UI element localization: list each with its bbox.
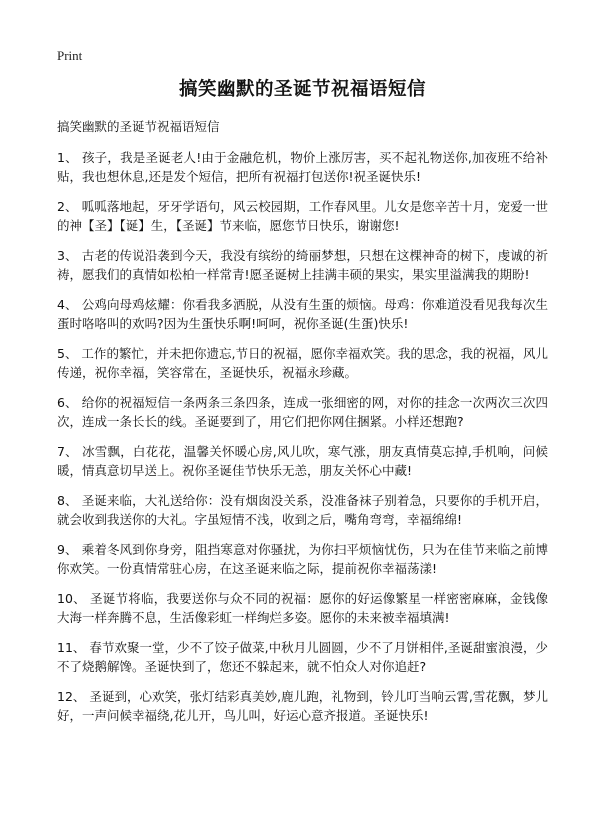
entry-paragraph: 10、 圣诞节将临，我要送你与众不同的祝福：愿你的好运像繁星一样密密麻麻，金钱像大海一样奔腾不息，生活像彩虹一样绚烂多姿。愿你的未来被幸福填满! [57, 591, 548, 625]
entry-paragraph: 12、 圣诞到，心欢笑，张灯结彩真美妙,鹿儿跑，礼物到，铃儿叮当响云霄,雪花飘，梦儿好，一声问候幸福绕,花儿开，鸟儿叫，好运心意齐报道。圣诞快乐! [57, 689, 548, 723]
page-title: 搞笑幽默的圣诞节祝福语短信 [178, 79, 426, 100]
document-subtitle: 搞笑幽默的圣诞节祝福语短信 [57, 119, 220, 134]
entry-paragraph: 4、 公鸡向母鸡炫耀：你看我多洒脱，从没有生蛋的烦恼。母鸡：你难道没看见我每次生蛋时咯咯叫的欢吗?因为生蛋快乐啊!呵呵，祝你圣诞(生蛋)快乐! [57, 297, 548, 331]
entry-paragraph: 7、 冰雪飘，白花花，温馨关怀暖心房,风儿吹，寒气涨，朋友真情莫忘掉,手机响，问候暖，情真意切早送上。祝你圣诞佳节快乐无恙，朋友关怀心中藏! [57, 444, 548, 478]
entry-paragraph: 8、 圣诞来临，大礼送给你：没有烟囱没关系，没准备袜子别着急，只要你的手机开启，就会收到我送你的大礼。字虽短情不浅，收到之后，嘴角弯弯，幸福绵绵! [57, 493, 548, 527]
entry-paragraph: 9、 乘着冬风到你身旁，阻挡寒意对你骚扰，为你扫平烦恼忧伤，只为在佳节来临之前博你欢笑。一份真情常驻心房，在这圣诞来临之际，提前祝你幸福荡漾! [57, 542, 548, 576]
entry-paragraph: 3、 古老的传说沿袭到今天，我没有缤纷的绮丽梦想，只想在这棵神奇的树下，虔诚的祈祷，愿我们的真情如松柏一样常青!愿圣诞树上挂满丰硕的果实，果实里溢满我的期盼! [57, 248, 548, 282]
entry-paragraph: 5、 工作的繁忙，并未把你遗忘,节日的祝福，愿你幸福欢笑。我的思念，我的祝福，风儿传递，祝你幸福，笑容常在，圣诞快乐，祝福永珍藏。 [57, 346, 548, 380]
entry-paragraph: 1、 孩子，我是圣诞老人!由于金融危机，物价上涨厉害，买不起礼物送你,加夜班不给补贴，我也想休息,还是发个短信，把所有祝福打包送你!祝圣诞快乐! [57, 150, 548, 184]
entry-paragraph: 11、 春节欢聚一堂，少不了饺子做菜,中秋月儿圆圆，少不了月饼相伴,圣诞甜蜜浪漫，少不了烧鹅解馋。圣诞快到了，您还不躲起来，就不怕众人对你追赶? [57, 640, 548, 674]
entry-list [57, 148, 548, 725]
entry-paragraph: 2、 呱呱落地起，牙牙学语句，风云校园期，工作春风里。儿女是您辛苦十月，宠爱一世的神【圣】【诞】生，【圣诞】节来临，愿您节日快乐，谢谢您! [57, 199, 548, 233]
print-link[interactable]: Print [57, 48, 83, 63]
entry-paragraph: 6、 给你的祝福短信一条两条三条四条，连成一张细密的网，对你的挂念一次两次三次四次，连成一条长长的线。圣诞要到了，用它们把你网住捆紧。小样还想跑? [57, 395, 548, 429]
